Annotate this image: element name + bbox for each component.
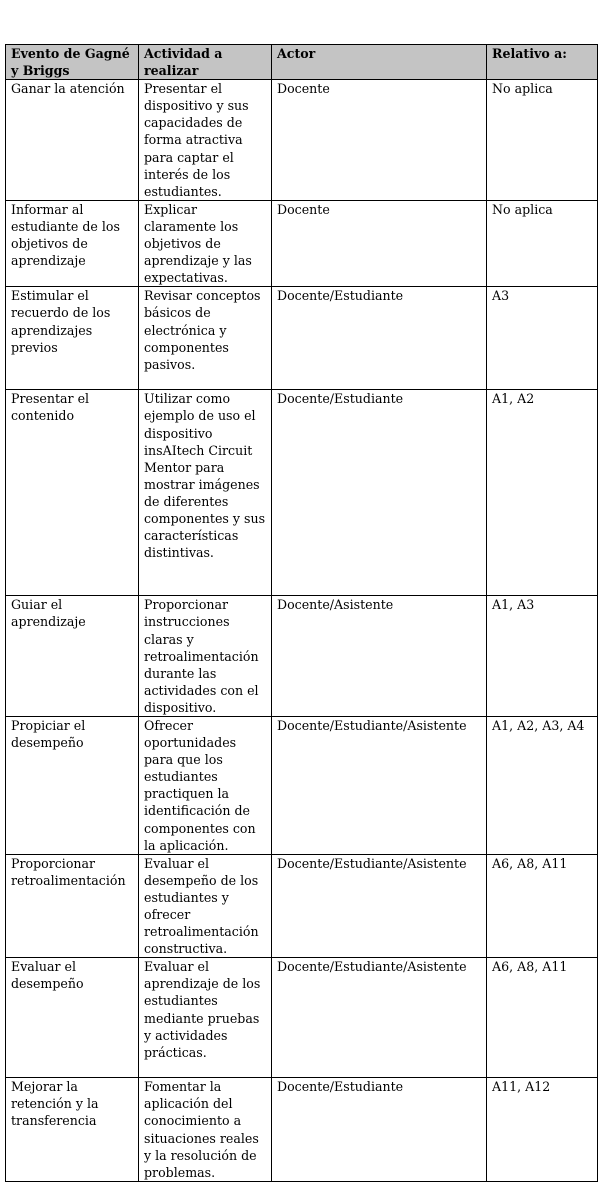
table-row — [6, 80, 598, 201]
header-actor: Actor — [272, 45, 487, 80]
cell-relativo: A3 — [487, 287, 598, 390]
table-row — [6, 854, 598, 958]
cell-actividad: Fomentar la aplicación del conocimiento a situaciones reales y la resolución de problemas. — [139, 1078, 272, 1182]
cell-actividad: Proporcionar instrucciones claras y retroalimentación durante las actividades con el dispositivo. — [139, 596, 272, 717]
cell-evento: Informar al estudiante de los objetivos de aprendizaje — [6, 200, 139, 286]
cell-actividad: Utilizar como ejemplo de uso el dispositivo insAItech Circuit Mentor para mostrar imágenes de diferentes componentes y sus características distintivas. — [139, 390, 272, 596]
cell-actor: Docente — [272, 200, 487, 286]
cell-actor: Docente/Estudiante — [272, 1078, 487, 1182]
cell-evento: Presentar el contenido — [6, 390, 139, 596]
cell-evento: Mejorar la retención y la transferencia — [6, 1078, 139, 1182]
cell-actor: Docente/Estudiante/Asistente — [272, 716, 487, 854]
table-row — [6, 287, 598, 390]
cell-relativo: No aplica — [487, 200, 598, 286]
cell-actor: Docente/Estudiante/Asistente — [272, 958, 487, 1078]
table-row — [6, 390, 598, 596]
cell-evento: Ganar la atención — [6, 80, 139, 201]
cell-actividad: Ofrecer oportunidades para que los estudiantes practiquen la identificación de componentes con la aplicación. — [139, 716, 272, 854]
cell-relativo: No aplica — [487, 80, 598, 201]
cell-evento: Propiciar el desempeño — [6, 716, 139, 854]
gagne-briggs-table — [5, 44, 598, 1182]
cell-actor: Docente/Estudiante — [272, 390, 487, 596]
cell-actividad: Evaluar el aprendizaje de los estudiantes mediante pruebas y actividades prácticas. — [139, 958, 272, 1078]
cell-actor: Docente/Asistente — [272, 596, 487, 717]
cell-actor: Docente/Estudiante — [272, 287, 487, 390]
header-row — [6, 45, 598, 80]
cell-evento: Evaluar el desempeño — [6, 958, 139, 1078]
table-row — [6, 716, 598, 854]
cell-relativo: A1, A3 — [487, 596, 598, 717]
cell-relativo: A1, A2, A3, A4 — [487, 716, 598, 854]
cell-actividad: Revisar conceptos básicos de electrónica y componentes pasivos. — [139, 287, 272, 390]
header-evento: Evento de Gagné y Briggs — [6, 45, 139, 80]
cell-relativo: A1, A2 — [487, 390, 598, 596]
table-row — [6, 596, 598, 717]
cell-evento: Estimular el recuerdo de los aprendizajes previos — [6, 287, 139, 390]
cell-actor: Docente/Estudiante/Asistente — [272, 854, 487, 958]
cell-actividad: Presentar el dispositivo y sus capacidades de forma atractiva para captar el interés de los estudiantes. — [139, 80, 272, 201]
cell-actividad: Evaluar el desempeño de los estudiantes y ofrecer retroalimentación constructiva. — [139, 854, 272, 958]
cell-relativo: A11, A12 — [487, 1078, 598, 1182]
table-row — [6, 958, 598, 1078]
table-row — [6, 200, 598, 286]
cell-relativo: A6, A8, A11 — [487, 854, 598, 958]
cell-evento: Proporcionar retroalimentación — [6, 854, 139, 958]
cell-actividad: Explicar claramente los objetivos de aprendizaje y las expectativas. — [139, 200, 272, 286]
table-row — [6, 1078, 598, 1182]
cell-evento: Guiar el aprendizaje — [6, 596, 139, 717]
header-relativo: Relativo a: — [487, 45, 598, 80]
cell-actor: Docente — [272, 80, 487, 201]
cell-relativo: A6, A8, A11 — [487, 958, 598, 1078]
header-actividad: Actividad a realizar — [139, 45, 272, 80]
